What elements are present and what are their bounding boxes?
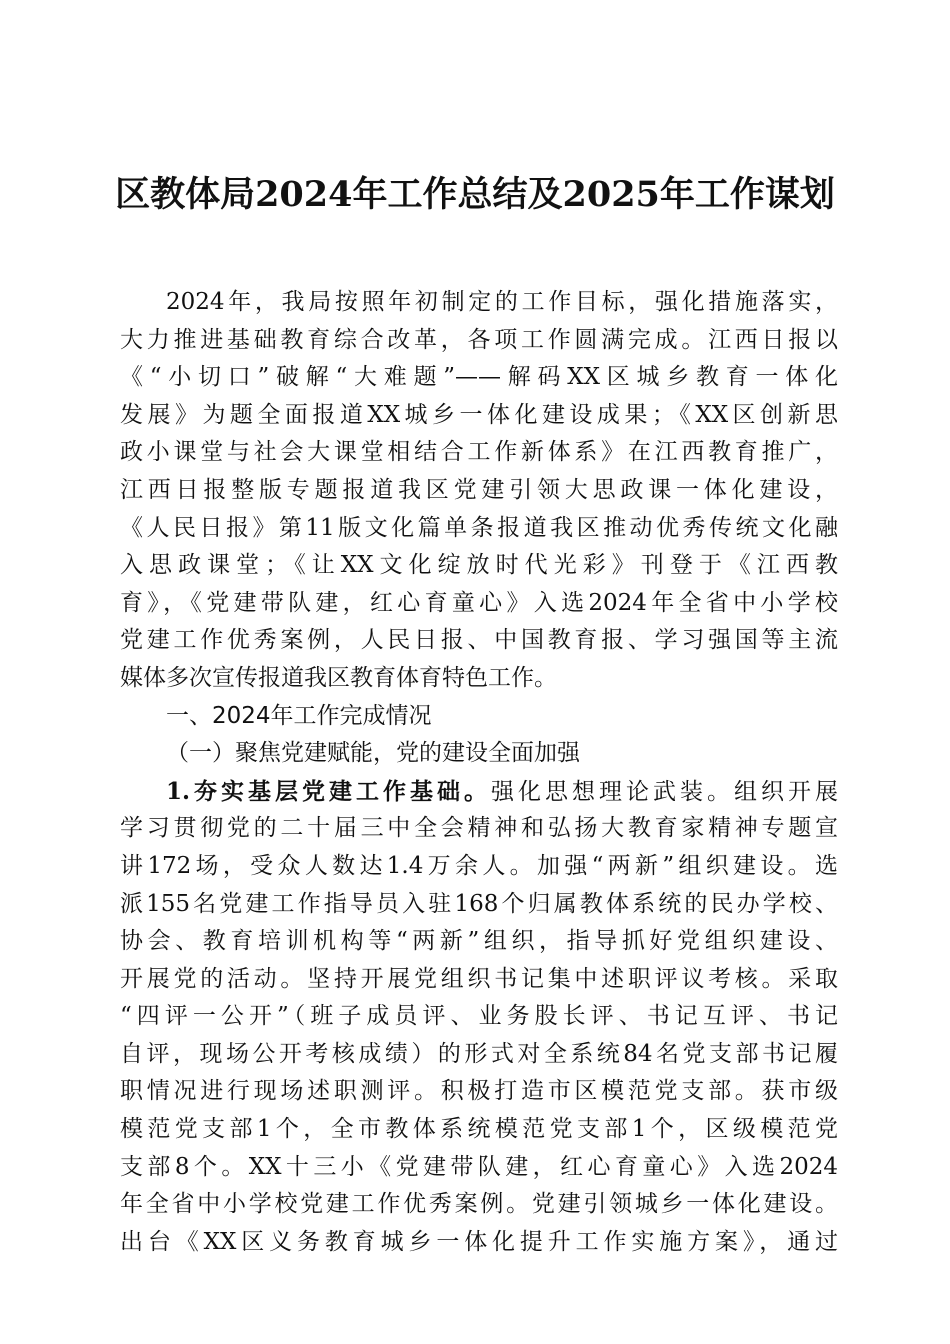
item1-line: 讲172场，受众人数达1.4万余人。加强“两新”组织建设。选 — [120, 852, 838, 879]
item1-first-line — [120, 773, 838, 811]
intro-line: 大力推进基础教育综合改革，各项工作圆满完成。江西日报以 — [120, 326, 838, 353]
intro-line: 江西日报整版专题报道我区党建引领大思政课一体化建设， — [120, 476, 838, 503]
document-body — [120, 284, 838, 1261]
intro-line: 《人民日报》第11版文化篇单条报道我区推动优秀传统文化融 — [120, 514, 838, 541]
intro-line: 发展》为题全面报道XX城乡一体化建设成果；《XX区创新思 — [120, 401, 838, 428]
item1-first-text: 强化思想理论武装。组织开展 — [491, 778, 838, 805]
item1-line: 协会、教育培训机构等“两新”组织，指导抓好党组织建设、 — [120, 928, 838, 955]
intro-line: 育》，《党建带队建，红心育童心》入选2024年全省中小学校 — [120, 589, 838, 616]
intro-line: 《“小切口”破解“大难题”——解码XX区城乡教育一体化 — [120, 364, 838, 391]
intro-line: 入思政课堂；《让XX文化绽放时代光彩》刊登于《江西教 — [120, 552, 838, 579]
item1-line: 模范党支部1个，全市教体系统模范党支部1个，区级模范党 — [120, 1116, 838, 1143]
item1-line: 职情况进行现场述职测评。积极打造市区模范党支部。获市级 — [120, 1078, 838, 1105]
intro-line: 党建工作优秀案例，人民日报、中国教育报、学习强国等主流 — [120, 627, 838, 654]
document-title: 区教体局2024年工作总结及2025年工作谋划 — [115, 174, 835, 215]
item1-line: 年全省中小学校党建工作优秀案例。党建引领城乡一体化建设。 — [120, 1191, 838, 1218]
section-heading: 一、2024年工作完成情况 — [166, 702, 432, 729]
item1-line: 出台《XX区义务教育城乡一体化提升工作实施方案》，通过 — [120, 1228, 838, 1255]
item1-line: 支部8个。XX十三小《党建带队建，红心育童心》入选2024 — [120, 1153, 838, 1180]
item1-line: 自评，现场公开考核成绩）的形式对全系统84名党支部书记履 — [120, 1040, 838, 1067]
item1-line: 派155名党建工作指导员入驻168个归属教体系统的民办学校、 — [120, 890, 838, 917]
item1-heading: 1.夯实基层党建工作基础。 — [166, 777, 492, 805]
item1-line: “四评一公开”（班子成员评、业务股长评、书记互评、书记 — [120, 1003, 838, 1030]
intro-line: 2024年，我局按照年初制定的工作目标，强化措施落实， — [166, 289, 838, 315]
item1-line: 学习贯彻党的二十届三中全会精神和弘扬大教育家精神专题宣 — [120, 815, 838, 842]
subsection-heading: （一）聚焦党建赋能，党的建设全面加强 — [166, 740, 580, 767]
intro-line: 媒体多次宣传报道我区教育体育特色工作。 — [120, 664, 557, 691]
item1-line: 开展党的活动。坚持开展党组织书记集中述职评议考核。采取 — [120, 965, 838, 992]
intro-line: 政小课堂与社会大课堂相结合工作新体系》在江西教育推广， — [120, 439, 838, 466]
